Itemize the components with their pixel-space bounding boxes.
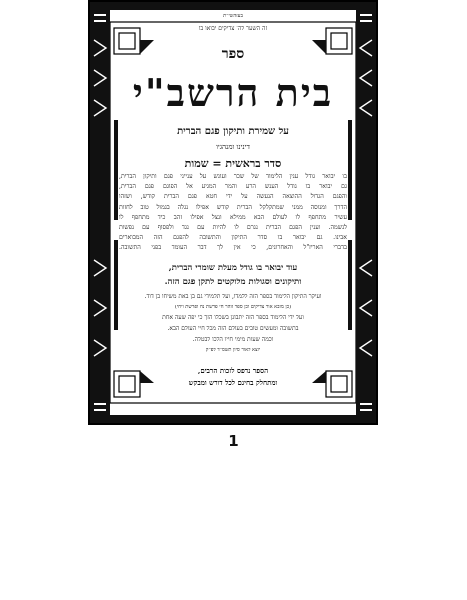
note-line: וכמה שעות מימי חייו הלכו לבטלה.: [192, 337, 274, 343]
description-line: הדרך ומנוסה ממני שמתקלקל הברית קודש אפילו נגלה בגמול טוב לחזות: [119, 203, 347, 211]
dedication-line-2: ומתחלק בחינם לכל דורש ומבקש: [188, 379, 278, 386]
also-line-1: עוד יבואר בו גודל מעלת שומרי הברית,: [168, 264, 298, 273]
description-line: עשיר מתחפף לו לעולם הבא ממילא ונצל אפילו זהב כיד מתחפף לו: [119, 213, 347, 221]
note-line: בתשובה ומעשים טובים בעולם הזה מכל חיי העולם הבא.: [167, 326, 299, 332]
sefer-label: ספר: [221, 47, 245, 61]
description-paragraph: [119, 172, 347, 254]
subtitle: על שמירת ותיקון פגם הברית: [177, 127, 289, 137]
description-line: גם יבואר בו גודל הענש הרע והמר המגיע אל הפוגם פגם הברית,: [119, 183, 347, 191]
page-number: 1: [228, 432, 239, 450]
description-line: אבינו. גם יבואר בו סדר התיקון והתשובה להפגם הזה המבוארים: [119, 234, 347, 242]
verse-line: זה השער לה' צדיקים יבואו בו: [198, 26, 268, 32]
description-line: והפגם הגדול ההוצאה הנעשה על ידי חטא פגם הברית קודש, ושזהו: [119, 193, 347, 201]
note-line: ועיקר התיקון הלימוד בספר הזה ללמדו, ועל תלמידי גם בן באת משיחו בן דוד.: [144, 294, 322, 300]
title-page-content: [117, 12, 349, 390]
description-line: בדברי האריז"ל והאחרונים, כי אין לך דבר העומד בפני התשובה.: [119, 244, 347, 252]
book-title: בית הרשב"י: [132, 74, 334, 112]
description-line: בו יבואר גודל ענין הלימוד של שכר ועונש על ענייני פגם ותיקון הברית,: [119, 173, 347, 180]
also-line-2: ותיקונים וסגולות מלוקטים לתקן פגם הזה.: [164, 278, 302, 287]
bsd-mark: בעזהשי"ת: [223, 14, 243, 19]
note-line: ועל ידי הלימוד בספר הזה יתבונן בשכלו הזך כי יפה שעה אחת: [162, 315, 304, 321]
description-line: לנשמה. וענין הפגם הברית נגרם לו להיות עם נגד ולפסוף עם נפשות: [119, 223, 347, 231]
laws-line: דינינו ומנהגיו: [216, 144, 250, 151]
parsha-line: סדר בראשית = שמות: [184, 158, 282, 169]
dedication-line-1: הספר נדפס לזכות הרבים,: [197, 367, 269, 374]
publication-date: יוצא לאור סיון תשס"ד לפ"ק: [205, 348, 261, 353]
note-line: (כן מובא אור צדיקים וכן ספר זוהר חי פרשת נח ופרשת ויחי): [174, 305, 292, 310]
title-page-frame: [88, 0, 378, 425]
